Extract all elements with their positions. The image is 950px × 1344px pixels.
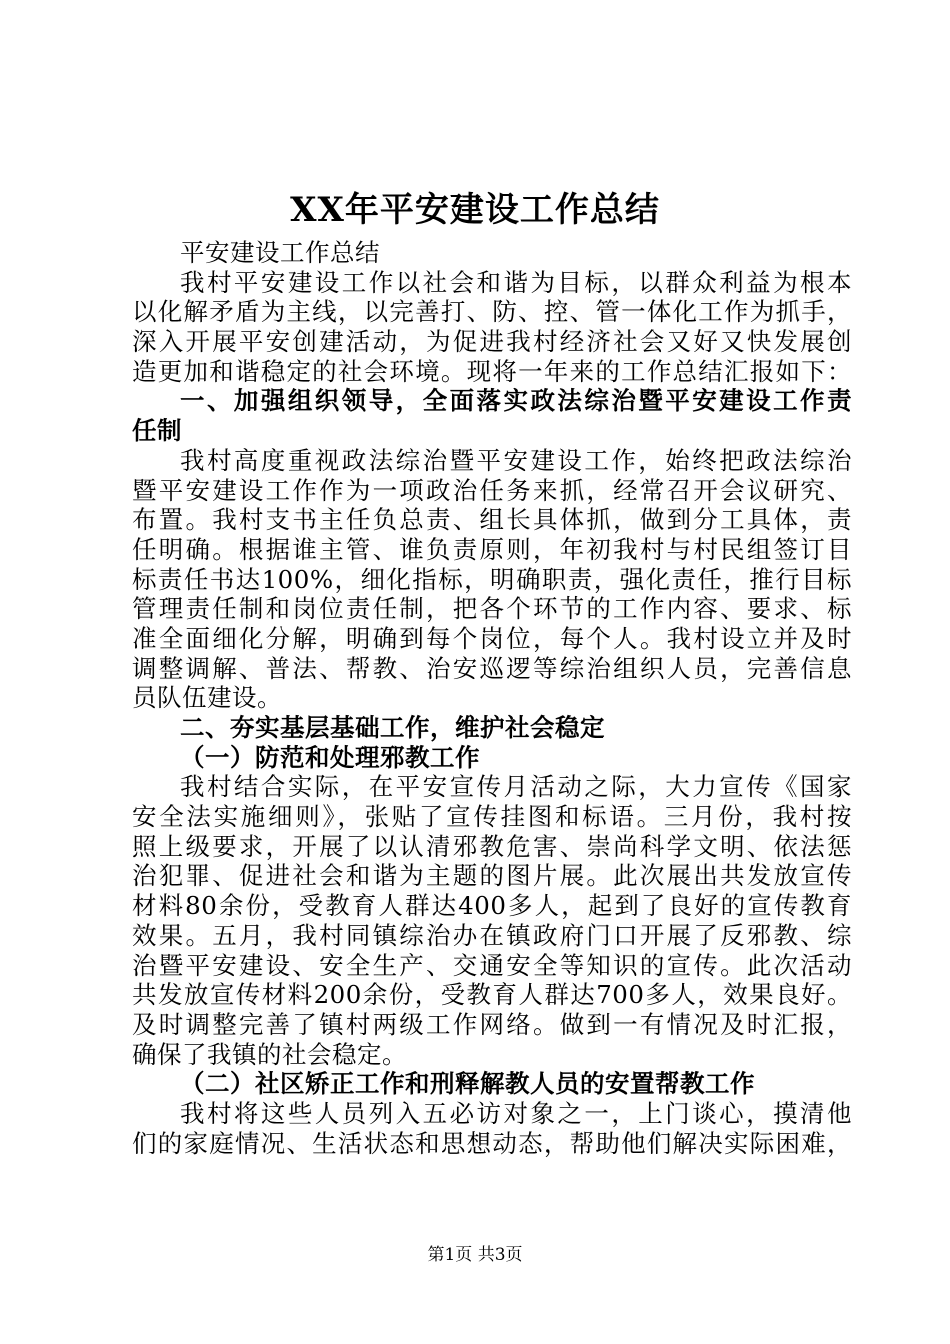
paragraph-line: 们的家庭情况、生活状态和思想动态，帮助他们解决实际困难， (132, 1128, 852, 1158)
paragraph-line: 任明确。根据谁主管、谁负责原则，年初我村与村民组签订目 (132, 534, 852, 564)
paragraph-line: 照上级要求，开展了以认清邪教危害、崇尚科学文明、依法惩 (132, 831, 852, 861)
paragraph-line: 标责任书达100%，细化指标，明确职责，强化责任，推行目标 (132, 564, 852, 594)
section-heading-line: 任制 (132, 416, 182, 446)
paragraph-line: 布置。我村支书主任负总责、组长具体抓，做到分工具体，责 (132, 505, 852, 535)
paragraph-line: 材料80余份，受教育人群达400多人，起到了良好的宣传教育 (132, 891, 852, 921)
paragraph-line: 管理责任制和岗位责任制，把各个环节的工作内容、要求、标 (132, 594, 852, 624)
paragraph-line: 平安建设工作总结 (180, 238, 380, 267)
document-body (132, 238, 852, 1158)
paragraph-line: 治暨平安建设、安全生产、交通安全等知识的宣传。此次活动 (132, 950, 852, 980)
paragraph-line: 安全法实施细则》，张贴了宣传挂图和标语。三月份，我村按 (132, 802, 852, 832)
document-title: XX年平安建设工作总结 (290, 190, 660, 230)
paragraph-line: 确保了我镇的社会稳定。 (132, 1039, 407, 1069)
paragraph-line: 我村高度重视政法综治暨平安建设工作，始终把政法综治 (180, 445, 852, 475)
paragraph-line: 调整调解、普法、帮教、治安巡逻等综治组织人员，完善信息 (132, 653, 852, 683)
paragraph-line: 我村结合实际，在平安宣传月活动之际，大力宣传《国家 (180, 772, 852, 802)
section-heading-line: （二）社区矫正工作和刑释解教人员的安置帮教工作 (180, 1069, 755, 1099)
section-heading-line: （一）防范和处理邪教工作 (180, 742, 480, 772)
paragraph-line: 及时调整完善了镇村两级工作网络。做到一有情况及时汇报， (132, 1009, 852, 1039)
paragraph-line: 以化解矛盾为主线，以完善打、防、控、管一体化工作为抓手， (132, 297, 852, 327)
paragraph-line: 准全面细化分解，明确到每个岗位，每个人。我村设立并及时 (132, 623, 852, 653)
paragraph-line: 共发放宣传材料200余份，受教育人群达700多人，效果良好。 (132, 980, 852, 1010)
paragraph-line: 治犯罪、促进社会和谐为主题的图片展。此次展出共发放宣传 (132, 861, 852, 891)
paragraph-line: 员队伍建设。 (132, 683, 282, 713)
paragraph-line: 效果。五月，我村同镇综治办在镇政府门口开展了反邪教、综 (132, 920, 852, 950)
paragraph-line: 深入开展平安创建活动，为促进我村经济社会又好又快发展创 (132, 327, 852, 357)
section-heading-line: 二、夯实基层基础工作，维护社会稳定 (180, 713, 605, 742)
paragraph-line: 暨平安建设工作作为一项政治任务来抓，经常召开会议研究、 (132, 475, 852, 505)
page-footer: 第1页 共3页 (427, 1245, 523, 1265)
paragraph-line: 我村将这些人员列入五必访对象之一，上门谈心，摸清他 (180, 1098, 852, 1128)
section-heading-line: 一、加强组织领导，全面落实政法综治暨平安建设工作责 (180, 386, 852, 416)
paragraph-line: 造更加和谐稳定的社会环境。现将一年来的工作总结汇报如下： (132, 356, 852, 386)
paragraph-line: 我村平安建设工作以社会和谐为目标，以群众利益为根本 (180, 267, 852, 297)
